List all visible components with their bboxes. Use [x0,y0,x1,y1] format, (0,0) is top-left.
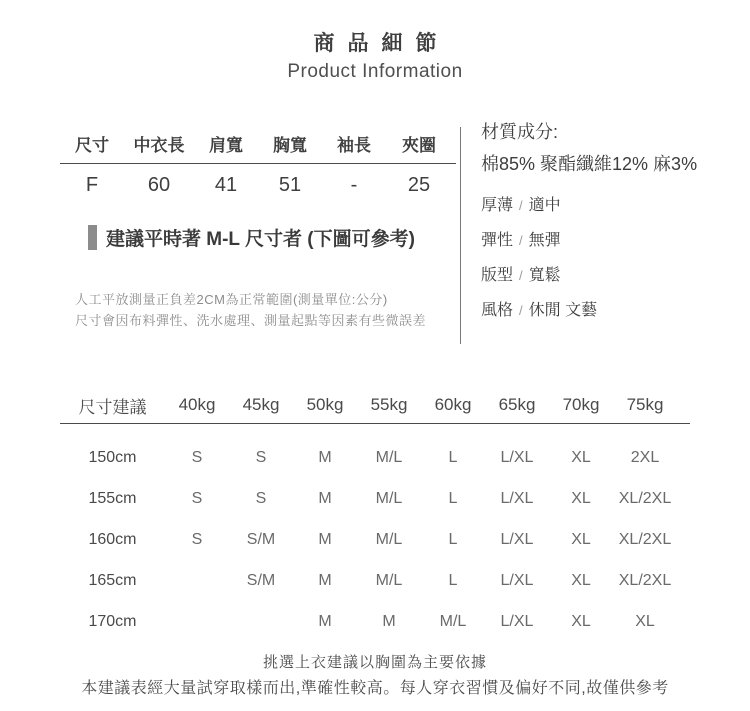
footer-note-secondary: 本建議表經大量試穿取樣而出,準確性較高。每人穿衣習慣及偏好不同,故僅供參考 [81,680,669,697]
size-cell: XL [571,489,591,507]
measurement-note-line2: 尺寸會因布料彈性、洗水處理、測量起點等因素有些微誤差 [75,313,427,328]
size-cell: M [318,489,332,507]
recommend-header-row [60,387,690,424]
size-cell: XL [571,571,591,589]
table-row-160cm [60,519,690,560]
row-label: 170cm [88,612,137,630]
material-composition: 棉85% 聚酯纖維12% 麻3% [481,154,698,174]
size-table-header: 胸寬 [273,135,307,155]
table-row-170cm [60,601,690,642]
size-cell: XL [571,530,591,548]
spec-list [481,188,746,328]
size-cell: XL/2XL [618,530,672,548]
recommend-header: 70kg [562,395,600,414]
size-cell: M/L [375,571,403,589]
spec-label: 彈性 [481,232,514,249]
size-table-header: 袖長 [337,135,371,155]
size-table-cell: 51 [278,173,302,196]
spec-separator: / [519,303,523,318]
size-recommendation-table [60,387,690,642]
size-cell: S [191,448,203,466]
spec-separator: / [519,198,523,213]
size-cell: S [255,489,267,507]
recommend-header: 65kg [498,395,536,414]
row-label: 150cm [88,448,137,466]
spec-elasticity [481,223,746,258]
row-label: 155cm [88,489,137,507]
size-cell: S [191,489,203,507]
size-cell: S [255,448,267,466]
spec-separator: / [519,268,523,283]
fit-suggestion-note [88,224,415,251]
size-cell: M [318,571,332,589]
size-cell: M [318,530,332,548]
size-measurement-table [60,123,456,206]
footer-note-primary: 挑選上衣建議以胸圍為主要依據 [262,654,487,671]
spec-value: 無彈 [528,232,561,249]
size-table-cell: 41 [214,173,238,196]
size-table-row [60,164,456,206]
size-cell: L/XL [500,571,534,589]
table-row-155cm [60,478,690,519]
size-cell: XL [571,448,591,466]
table-row-150cm [60,437,690,478]
recommend-header: 75kg [626,395,664,414]
size-cell: XL/2XL [618,489,672,507]
size-cell: M/L [375,530,403,548]
spec-value: 休閒 文藝 [528,302,598,319]
size-cell: M/L [439,612,467,630]
size-cell: L/XL [500,612,534,630]
size-cell: XL [635,612,655,630]
size-table-header: 中衣長 [133,135,185,155]
spec-label: 風格 [481,302,514,319]
size-cell: S [191,530,203,548]
size-cell: S/M [246,571,276,589]
size-table-header: 尺寸 [75,135,109,155]
size-table-cell: - [350,173,358,196]
spec-value: 寬鬆 [528,267,561,284]
recommend-header: 尺寸建議 [78,397,147,417]
material-panel [481,120,746,328]
size-cell: L/XL [500,489,534,507]
spec-label: 版型 [481,267,514,284]
spec-thickness [481,188,746,223]
recommend-header: 40kg [178,395,216,414]
size-cell: 2XL [630,448,660,466]
page-title: 商品細節 [313,32,450,55]
recommend-header: 55kg [370,395,408,414]
size-cell: S/M [246,530,276,548]
recommend-header: 60kg [434,395,472,414]
spec-value: 適中 [528,197,561,214]
recommend-header: 45kg [242,395,280,414]
size-table-header: 夾圈 [402,135,436,155]
page-subtitle: Product Information [287,61,463,82]
size-cell: M [382,612,396,630]
spec-label: 厚薄 [481,197,514,214]
spec-cut [481,258,746,293]
size-table-cell: 25 [407,173,431,196]
fit-suggestion-text: 建議平時著 M-L 尺寸者 (下圖可參考) [106,229,415,250]
size-table-cell: 60 [147,173,171,196]
size-table-header-row [60,123,456,164]
table-row-165cm [60,560,690,601]
measurement-note-line1: 人工平放測量正負差2CM為正常範圍(測量單位:公分) [75,292,388,307]
size-table-header: 肩寬 [209,135,243,155]
size-cell: M/L [375,448,403,466]
size-cell: L [448,489,458,507]
spec-style [481,293,746,328]
recommend-header: 50kg [306,395,344,414]
size-cell: M [318,612,332,630]
material-title: 材質成分: [481,122,559,142]
measurement-notes [75,289,426,331]
size-cell: L/XL [500,530,534,548]
accent-bar [88,225,97,250]
size-table-cell: F [85,173,99,196]
row-label: 160cm [88,530,137,548]
size-cell: L [448,530,458,548]
spec-separator: / [519,233,523,248]
vertical-divider [460,127,461,344]
size-cell: L [448,448,458,466]
recommend-table-body [60,424,690,642]
page-header [0,30,750,84]
size-cell: L [448,571,458,589]
row-label: 165cm [88,571,137,589]
size-cell: M [318,448,332,466]
size-cell: XL/2XL [618,571,672,589]
size-cell: M/L [375,489,403,507]
size-cell: L/XL [500,448,534,466]
size-cell: XL [571,612,591,630]
